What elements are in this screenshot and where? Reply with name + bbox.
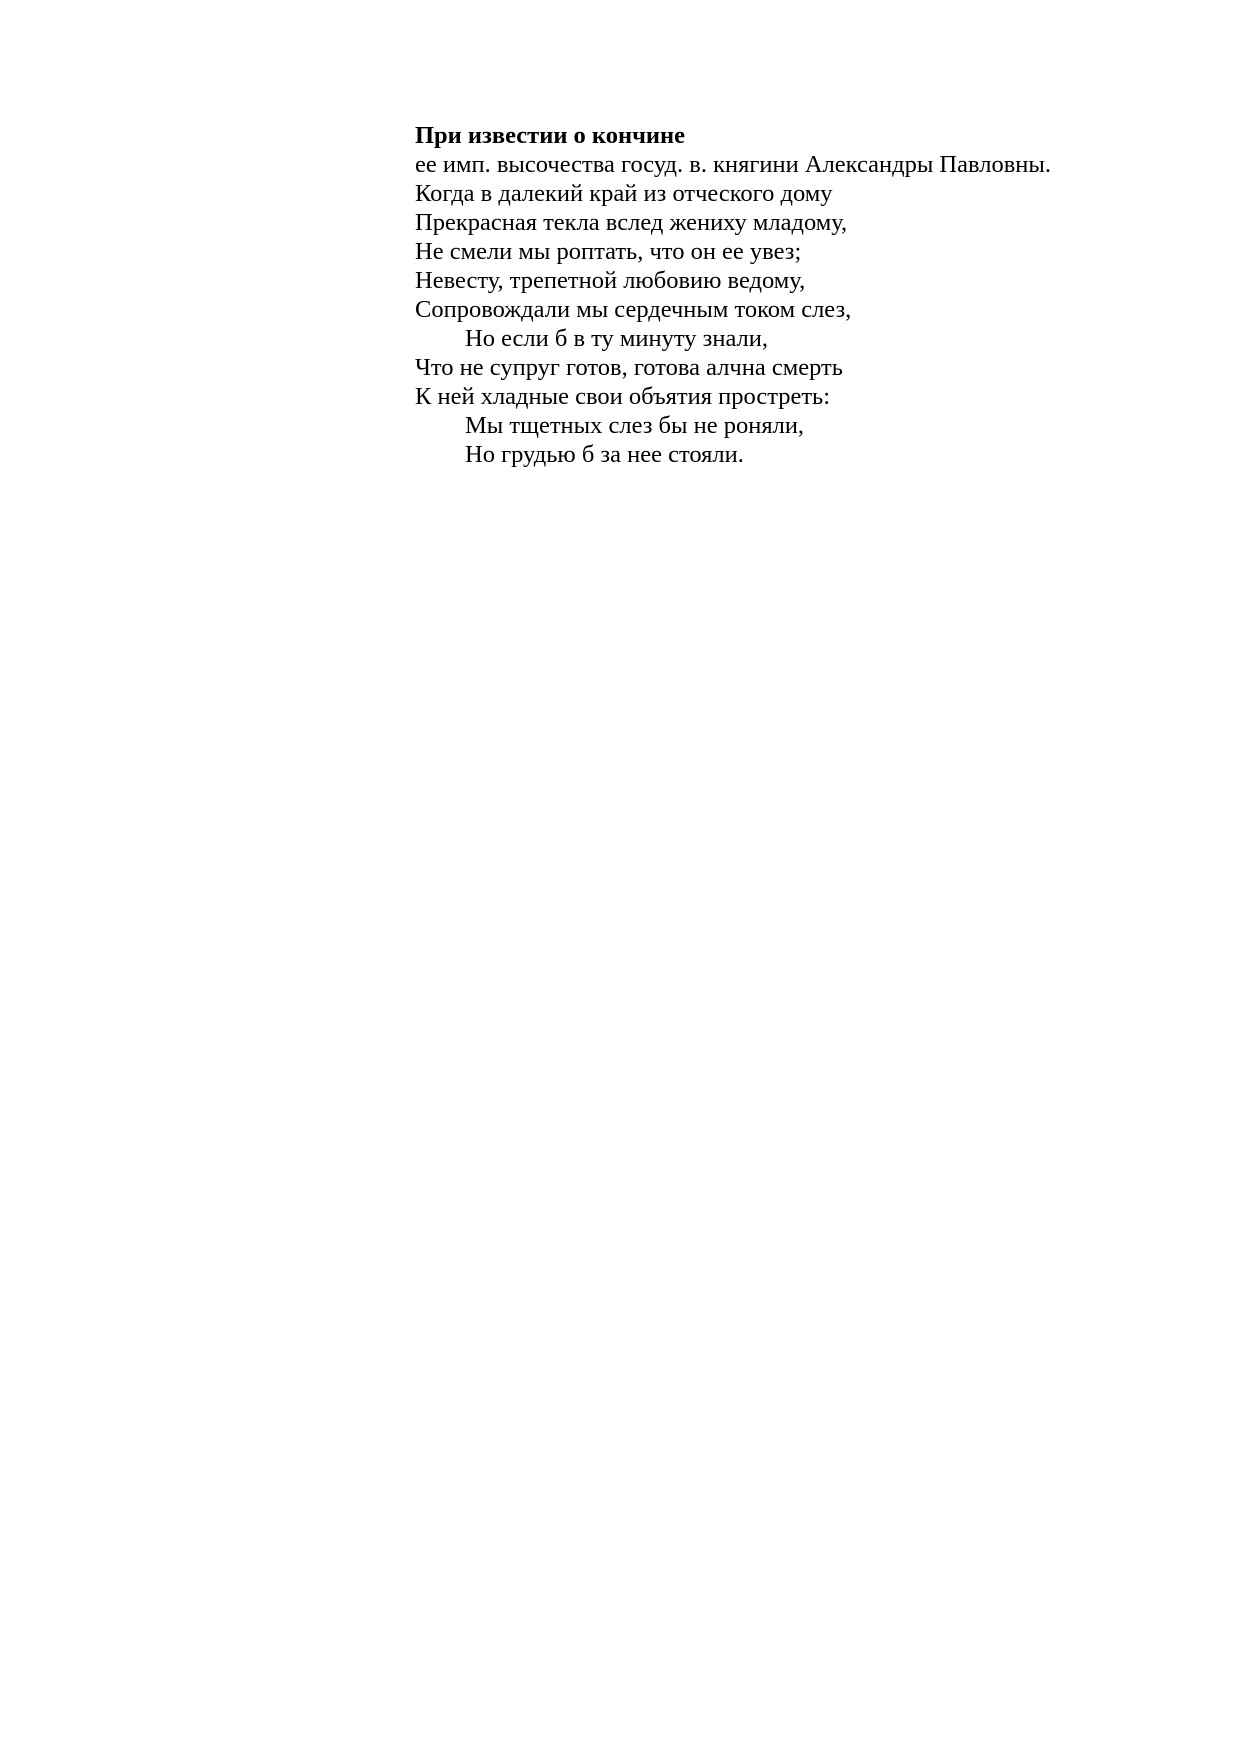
poem-subtitle: ее имп. высочества госуд. в. княгини Александры Павловны. [415,151,1051,178]
poem-line: Не смели мы роптать, что он ее увез; [415,238,802,265]
poem-line: Прекрасная текла вслед жениху младому, [415,209,848,236]
poem-line-indented: Но если б в ту минуту знали, [465,325,769,352]
poem-line-indented: Мы тщетных слез бы не роняли, [465,412,805,439]
poem-line: Сопровождали мы сердечным током слез, [415,296,852,323]
poem-line: Когда в далекий край из отческого дому [415,180,833,207]
poem-line-indented: Но грудью б за нее стояли. [465,441,744,468]
poem-block [415,121,1195,469]
poem-title: При известии о кончине [415,122,686,149]
poem-line: Что не супруг готов, готова алчна смерть [415,354,843,381]
poem-line: К ней хладные свои объятия простреть: [415,383,831,410]
poem-line: Невесту, трепетной любовию ведому, [415,267,806,294]
